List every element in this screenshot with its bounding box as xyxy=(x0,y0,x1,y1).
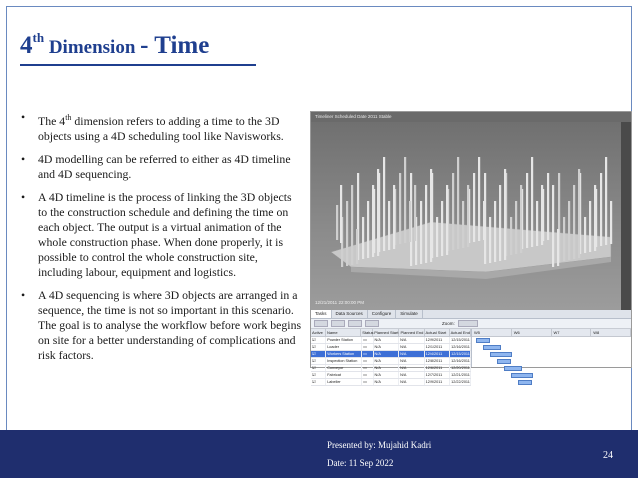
table-cell: N/A xyxy=(374,337,400,343)
column-shape xyxy=(547,173,549,240)
bullet-item xyxy=(20,152,302,182)
table-row[interactable] xyxy=(311,337,471,344)
table-cell: N/A xyxy=(399,337,425,343)
column-shape xyxy=(600,173,602,246)
table-cell: 12/16/2011 xyxy=(451,359,470,363)
task-grid xyxy=(311,329,471,384)
task-grid-header xyxy=(311,329,471,337)
column-shape xyxy=(584,217,586,253)
zoom-select[interactable] xyxy=(458,320,478,327)
table-cell: 12/16/2011 xyxy=(451,345,470,349)
table-cell: ▭ xyxy=(362,365,373,371)
table-cell: 12/9/2011 xyxy=(425,337,451,343)
table-cell: 12/8/2011 xyxy=(425,358,451,364)
column-shape xyxy=(510,217,512,255)
column-shape xyxy=(356,229,358,264)
table-cell: ▭ xyxy=(362,351,373,357)
gantt-bar[interactable] xyxy=(497,359,511,364)
column-header[interactable]: Actual End xyxy=(450,330,470,335)
table-cell: N/A xyxy=(374,365,400,371)
column-shape xyxy=(393,185,395,249)
viewport-header: Timeliner Scheduled Date 2011 Stable xyxy=(311,112,631,122)
table-cell: 12/7/2011 xyxy=(425,372,451,378)
tab-configure[interactable]: Configure xyxy=(368,310,397,318)
column-shape xyxy=(372,185,374,257)
gantt-bar[interactable] xyxy=(518,380,532,385)
bullet-dot: • xyxy=(21,151,26,166)
table-cell: ▭ xyxy=(362,337,373,343)
table-cell: 12/15/2011 xyxy=(451,352,470,356)
table-cell: N/A xyxy=(374,372,400,378)
column-shape xyxy=(578,169,580,258)
bullet-superscript: th xyxy=(65,113,72,122)
column-shape xyxy=(414,185,416,241)
column-shape xyxy=(399,173,401,244)
column-shape xyxy=(473,173,475,242)
table-cell[interactable]: ☑ xyxy=(311,344,326,350)
column-shape xyxy=(483,201,485,240)
column-shape xyxy=(536,201,538,246)
column-shape xyxy=(594,185,596,251)
column-shape xyxy=(557,229,559,266)
table-cell[interactable]: ☑ xyxy=(311,337,326,343)
column-shape xyxy=(541,185,543,245)
column-header[interactable]: Planned Start xyxy=(374,330,399,335)
timeliner-tabs xyxy=(311,310,631,319)
attach-button[interactable] xyxy=(365,320,379,327)
insert-task-button[interactable] xyxy=(331,320,345,327)
column-shape xyxy=(499,185,501,261)
table-cell: ▭ xyxy=(362,379,373,385)
column-shape xyxy=(573,185,575,259)
footer-bar xyxy=(0,430,638,478)
table-cell: N/A xyxy=(374,358,400,364)
gantt-week-label: W6 xyxy=(512,329,552,336)
timeliner-panel xyxy=(311,310,631,384)
column-shape xyxy=(494,201,496,262)
bullet-text: 4D modelling can be referred to either as 4D timeline and 4D sequencing. xyxy=(38,151,291,181)
column-shape xyxy=(346,201,348,266)
date-text: Date: 11 Sep 2022 xyxy=(327,458,394,468)
timeliner-toolbar xyxy=(311,319,631,329)
table-cell: 12/6/2011 xyxy=(425,365,451,371)
gantt-week-label: W5 xyxy=(472,329,512,336)
column-shape xyxy=(610,201,612,244)
column-shape xyxy=(568,201,570,260)
table-row[interactable] xyxy=(311,379,471,386)
column-shape xyxy=(336,205,338,240)
bullet-dot: • xyxy=(21,287,26,302)
column-header[interactable]: Actual Start xyxy=(425,329,450,336)
column-shape xyxy=(351,185,353,265)
bullet-text: A 4D timeline is the process of linking the 3D objects to the construction schedule and defining the time on each object. The output is a virtual animation of the whole construction phase. When done properly, it is possible to control the whole construction site, including labour, equipment and logistics. xyxy=(38,189,292,279)
model-render xyxy=(311,122,623,310)
gantt-chart xyxy=(471,329,631,367)
table-cell: ▭ xyxy=(362,358,373,364)
viewport-3d xyxy=(311,122,621,310)
tab-simulate[interactable]: Simulate xyxy=(396,310,423,318)
slide-title xyxy=(20,32,209,60)
tab-tasks[interactable]: Tasks xyxy=(311,310,332,318)
bullet-text: The 4 xyxy=(38,113,66,128)
table-row[interactable] xyxy=(311,344,471,351)
table-cell[interactable]: ☑ xyxy=(311,351,326,357)
table-cell[interactable]: ☑ xyxy=(311,372,326,378)
table-row[interactable] xyxy=(311,351,471,358)
table-cell: Loader xyxy=(326,344,362,350)
table-cell: 12/1/2011 xyxy=(425,344,451,350)
column-shape xyxy=(489,217,491,263)
bullet-item xyxy=(20,288,302,363)
table-cell: N/A xyxy=(399,365,425,371)
table-cell[interactable]: ☑ xyxy=(311,365,326,371)
viewport-status: 12/21/2011 22:00:00 PM xyxy=(315,300,364,305)
column-shape xyxy=(589,201,591,252)
table-cell: N/A xyxy=(374,351,400,357)
column-shape xyxy=(436,217,438,257)
gantt-bar[interactable] xyxy=(483,345,501,350)
column-shape xyxy=(404,157,406,243)
gantt-header xyxy=(472,329,631,337)
column-shape xyxy=(383,157,385,251)
title-underline xyxy=(20,64,256,66)
navisworks-screenshot xyxy=(310,111,632,384)
column-shape xyxy=(362,217,364,259)
column-shape xyxy=(563,217,565,261)
column-shape xyxy=(425,185,427,263)
column-shape xyxy=(457,157,459,249)
bullet-dot: • xyxy=(21,189,26,204)
column-header[interactable]: Planned End xyxy=(400,330,424,335)
viewport-side-toolbar[interactable] xyxy=(621,122,631,310)
table-cell: Powder Station xyxy=(326,337,362,343)
add-task-button[interactable] xyxy=(314,320,328,327)
zoom-label: Zoom: xyxy=(442,321,455,326)
column-shape xyxy=(441,201,443,256)
column-shape xyxy=(520,185,522,253)
column-header[interactable]: Name xyxy=(326,329,361,336)
column-shape xyxy=(531,157,533,247)
page-number: 24 xyxy=(603,450,613,461)
column-shape xyxy=(367,201,369,258)
column-shape xyxy=(526,173,528,248)
gantt-week-label: W7 xyxy=(552,329,592,336)
column-shape xyxy=(446,185,448,255)
title-middle: Dimension xyxy=(44,37,141,58)
gantt-bar[interactable] xyxy=(476,338,490,343)
table-cell: N/A xyxy=(399,358,425,364)
table-cell: 12/9/2011 xyxy=(425,379,451,385)
column-shape xyxy=(388,201,390,250)
column-shape xyxy=(552,185,554,267)
bullet-text-cont: dimension refers to adding a time to the 3D objects using a 4D scheduling tool like Navisworks. xyxy=(38,113,284,143)
gantt-bar[interactable] xyxy=(504,366,522,371)
table-row[interactable] xyxy=(311,358,471,365)
gantt-bar[interactable] xyxy=(511,373,533,378)
table-cell: Workers Station xyxy=(326,351,362,357)
table-cell[interactable]: ☑ xyxy=(311,379,326,385)
bullet-item xyxy=(20,190,302,280)
title-superscript: th xyxy=(32,30,45,45)
table-row[interactable] xyxy=(311,365,471,372)
bullet-item xyxy=(20,110,302,144)
bullet-text: A 4D sequencing is where 3D objects are arranged in a sequence, the time is not so important in this scenario. The goal is to analyse the workflow before work begins on site for a better understanding of complications and risk factors. xyxy=(38,287,302,362)
table-cell: N/A xyxy=(399,372,425,378)
gantt-week-label: W8 xyxy=(591,329,631,336)
column-shape xyxy=(515,201,517,254)
column-shape xyxy=(377,169,379,256)
column-shape xyxy=(504,169,506,260)
table-cell: 12/4/2011 xyxy=(425,351,451,357)
title-end: - Time xyxy=(140,32,210,59)
table-cell: N/A xyxy=(399,344,425,350)
column-shape xyxy=(462,201,464,248)
column-shape xyxy=(430,169,432,262)
column-shape xyxy=(420,201,422,264)
presenter-text: Presented by: Mujahid Kadri xyxy=(327,440,432,450)
table-cell: 12/21/2011 xyxy=(451,373,470,377)
table-cell: ▭ xyxy=(362,372,373,378)
table-cell: 12/20/2011 xyxy=(451,366,470,370)
table-cell: N/A xyxy=(399,351,425,357)
column-shape xyxy=(605,157,607,245)
tab-data-sources[interactable]: Data Sources xyxy=(332,310,368,318)
table-cell: 12/15/2011 xyxy=(451,338,470,342)
bullet-dot: • xyxy=(21,110,26,124)
bullet-list xyxy=(20,110,302,371)
column-shape xyxy=(340,185,342,243)
table-cell: 12/22/2011 xyxy=(451,380,470,384)
table-cell: Inspection Station xyxy=(326,358,362,364)
column-shape xyxy=(478,157,480,241)
table-cell: N/A xyxy=(374,379,400,385)
column-header[interactable]: Status xyxy=(362,330,374,335)
gantt-bar[interactable] xyxy=(490,352,512,357)
column-header[interactable]: Active xyxy=(311,329,326,336)
table-cell: ▭ xyxy=(362,344,373,350)
title-number: 4 xyxy=(20,32,33,59)
table-cell: Labeller xyxy=(326,379,362,385)
table-cell: Fabricat xyxy=(326,372,362,378)
table-cell: Conveyor xyxy=(326,365,362,371)
delete-task-button[interactable] xyxy=(348,320,362,327)
table-cell: N/A xyxy=(399,379,425,385)
task-rows xyxy=(311,337,471,386)
table-cell: N/A xyxy=(374,344,400,350)
column-shape xyxy=(467,185,469,247)
column-shape xyxy=(409,201,411,242)
table-row[interactable] xyxy=(311,372,471,379)
column-shape xyxy=(452,173,454,250)
table-cell[interactable]: ☑ xyxy=(311,358,326,364)
